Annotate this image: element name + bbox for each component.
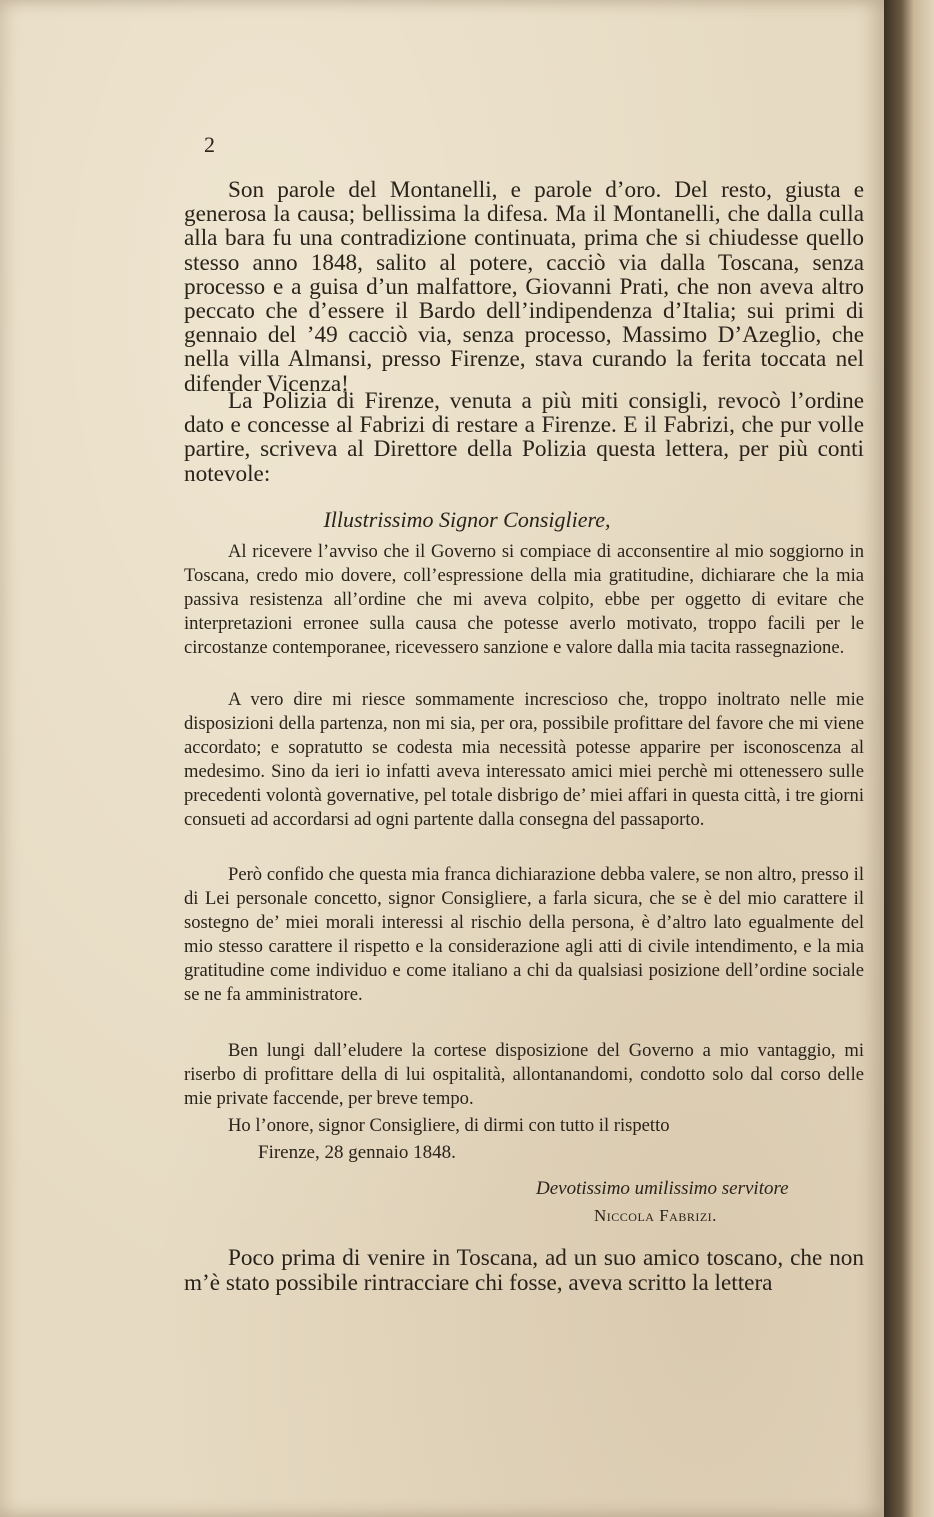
- letter-text: Ho l’onore, signor Consigliere, di dirmi con tutto il rispetto: [228, 1115, 670, 1136]
- letter-paragraph-1: [184, 540, 864, 660]
- paragraph-text: Poco prima di venire in Toscana, ad un suo amico toscano, che non m’è stato possibile rintracciare chi fosse, aveva scritto la lettera: [184, 1245, 864, 1296]
- paragraph-text: Son parole del Montanelli, e parole d’oro. Del resto, giusta e generosa la causa; bellissima la difesa. Ma il Montanelli, che dalla culla alla bara fu una contradizione continuata, prima che si chiudesse quello stesso anno 1848, salito al potere, cacciò via dalla Toscana, senza processo e a guisa d’un malfattore, Giovanni Prati, che non aveva altro peccato che d’essere il Bardo dell’indipendenza d’Italia; sui primi di gennaio del ’49 cacciò via, senza processo, Massimo D’Azeglio, che nella villa Almansi, presso Firenze, stava curando la ferita toccata nel difender Vicenza!: [184, 177, 864, 397]
- letter-signature: Niccola Fabrizi.: [594, 1206, 717, 1225]
- letter-text: A vero dire mi riesce sommamente increscioso che, troppo inoltrato nelle mie disposizioni della partenza, non mi sia, per ora, possibile profittare del favore che mi viene accordato; e sopratutto se codesta mia necessità potesse apparire per isconoscenza al medesimo. Sino da ieri io infatti aveva interessato amici miei perchè mi ottenessero sulle precedenti volontà governative, pel totale disbrigo de’ miei affari in questa città, i tre giorni consueti ad accordarsi ad ogni partente dalla consegna del passaporto.: [184, 689, 864, 830]
- letter-salutation: Illustrissimo Signor Consigliere,: [323, 507, 611, 532]
- letter-text: Però confido che questa mia franca dichiarazione debba valere, se non altro, presso il di Lei personale concetto, signor Consigliere, a farla sicura, che se è del mio carattere il sostegno de’ miei morali interessi al rischio della persona, è d’altro lato egualmente del mio stesso carattere il rispetto e la considerazione agli atti di civile intendimento, e la mia gratitudine come individuo e come italiano a chi da qualsiasi posizione dell’ordine sociale se ne fa amministratore.: [184, 864, 864, 1005]
- page-edge: [884, 0, 934, 1517]
- paragraph-poco-prima: [184, 1246, 864, 1295]
- letter-paragraph-4: [184, 1039, 864, 1111]
- letter-text: Al ricevere l’avviso che il Governo si compiace di acconsentire al mio soggiorno in Toscana, credo mio dovere, coll’espressione della mia gratitudine, dichiarare che la mia passiva resistenza all’ordine che mi aveva colpito, ebbe per oggetto di evitare che interpretazioni erronee sulla causa che potesse averlo motivato, troppo facili per le circostanze contemporanee, ricevessero sanzione e valore dalla mia tacita rassegnazione.: [184, 541, 864, 658]
- paragraph-polizia: [184, 389, 864, 486]
- letter-paragraph-2: [184, 688, 864, 831]
- letter-date: Firenze, 28 gennaio 1848.: [258, 1142, 456, 1163]
- letter-text: Ben lungi dall’eludere la cortese disposizione del Governo a mio vantaggio, mi riserbo di profittare della di lui ospitalità, allontanandomi, condotto solo dal corso delle mie private faccende, per breve tempo.: [184, 1040, 864, 1109]
- paragraph-text: La Polizia di Firenze, venuta a più miti consigli, revocò l’ordine dato e concesse al Fabrizi di restare a Firenze. E il Fabrizi, che pur volle partire, scriveva al Direttore della Polizia questa lettera, per più conti notevole:: [184, 388, 864, 487]
- page-number: 2: [204, 132, 215, 157]
- letter-paragraph-3: [184, 863, 864, 1006]
- paragraph-montanelli: [184, 178, 864, 396]
- letter-closing: Devotissimo umilissimo servitore: [536, 1178, 789, 1199]
- letter-paragraph-5: [184, 1114, 864, 1138]
